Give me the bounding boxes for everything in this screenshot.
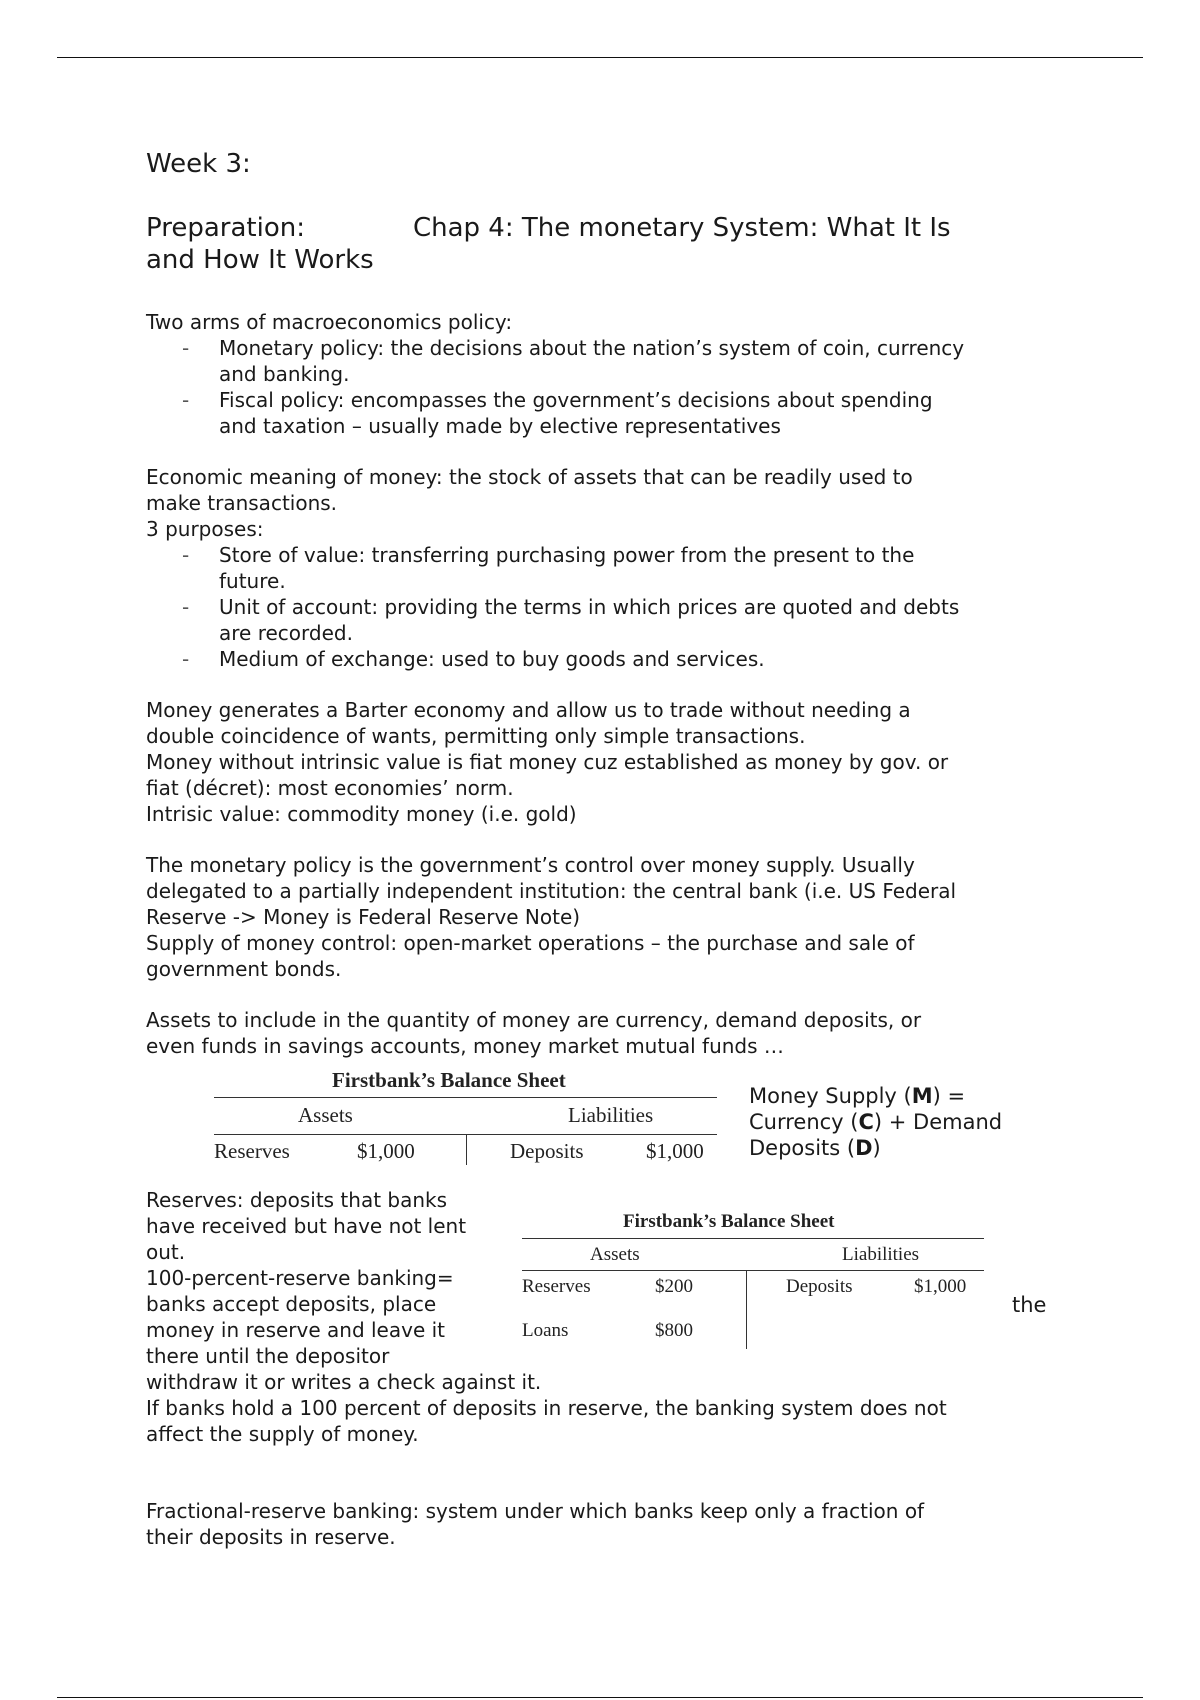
paragraph-line: If banks hold a 100 percent of deposits in reserve, the banking system does not [146,1396,947,1420]
list-item-text: and taxation – usually made by elective representatives [219,414,781,438]
assets-header: Assets [298,1103,353,1127]
paragraph-line: withdraw it or writes a check against it. [146,1370,542,1394]
list-item-text: - Store of value: transferring purchasing power from the present to the [219,543,915,567]
formula-text: Deposits ( [749,1136,856,1160]
loans-value: $800 [655,1320,693,1341]
paragraph-line: fiat (décret): most economies’ norm. [146,776,514,800]
list-item [146,335,1046,387]
liabilities-header: Liabilities [842,1244,920,1265]
list-item-text: - Fiscal policy: encompasses the government’s decisions about spending [219,388,933,412]
paragraph-line: Economic meaning of money: the stock of assets that can be readily used to [146,465,913,489]
list-item [146,646,1046,672]
paragraph-line: out. [146,1240,186,1264]
paragraph-line: banks accept deposits, place [146,1292,437,1316]
assets-paragraph [146,1007,1046,1059]
balance-sheet-divider [466,1135,467,1165]
chapter-title-cont: and How It Works [146,245,374,275]
deposits-value: $1,000 [914,1276,967,1297]
arms-intro: Two arms of macroeconomics policy: [146,310,513,334]
list-item-text: - Medium of exchange: used to buy goods and services. [219,647,765,671]
balance-sheet-1 [214,1065,718,1165]
balance-sheet-rule [214,1097,717,1098]
paragraph-line: money in reserve and leave it [146,1318,446,1342]
week-title: Week 3: [146,149,251,179]
paragraph-line: Intrisic value: commodity money (i.e. gold) [146,802,577,826]
money-supply-formula [749,1083,1002,1161]
preparation-label: Preparation: [146,213,305,243]
list-item-text: - Monetary policy: the decisions about the nation’s system of coin, currency [219,336,965,360]
liabilities-header: Liabilities [568,1103,654,1127]
money-meaning-section [146,464,1046,672]
paragraph-line: Reserves: deposits that banks [146,1188,448,1212]
fractional-paragraph [146,1498,1046,1550]
balance-sheet-2 [522,1208,986,1348]
reserves-label: Reserves [522,1276,591,1297]
formula-text: Currency ( [749,1110,859,1134]
deposits-label: Deposits [510,1139,584,1163]
formula-line [749,1109,1002,1135]
paragraph-line: government bonds. [146,957,342,981]
barter-paragraph [146,697,1046,827]
formula-symbol: D [855,1136,873,1160]
arms-section [146,309,1046,439]
formula-text: ) [872,1136,881,1160]
formula-text: ) = [932,1084,966,1108]
paragraph-line: make transactions. [146,491,338,515]
formula-line [749,1083,1002,1109]
balance-sheet-rule [522,1238,984,1239]
paragraph-line: their deposits in reserve. [146,1525,396,1549]
list-item [146,594,1046,646]
reserves-label: Reserves [214,1139,290,1163]
paragraph-line: double coincidence of wants, permitting only simple transactions. [146,724,806,748]
formula-symbol: M [911,1084,933,1108]
paragraph-line: have received but have not lent [146,1214,467,1238]
chapter-title: Chap 4: The monetary System: What It Is [412,213,951,243]
loans-label: Loans [522,1320,569,1341]
deposits-value: $1,000 [646,1139,704,1163]
paragraph-line: 100-percent-reserve banking= [146,1266,454,1290]
balance-sheet-title: Firstbank’s Balance Sheet [332,1068,566,1092]
list-item-text: and banking. [219,362,350,386]
formula-text: ) + Demand [873,1110,1003,1134]
reserves-value: $200 [655,1276,693,1297]
paragraph-line: Reserve -> Money is Federal Reserve Note) [146,905,581,929]
balance-sheet-divider [746,1271,747,1349]
reserves-value: $1,000 [357,1139,415,1163]
preparation-heading [146,212,1046,276]
paragraph-line: Fractional-reserve banking: system under which banks keep only a fraction of [146,1499,925,1523]
paragraph-line: even funds in savings accounts, money market mutual funds … [146,1034,784,1058]
paragraph-line: Money without intrinsic value is fiat money cuz established as money by gov. or [146,750,949,774]
paragraph-line: The monetary policy is the government’s control over money supply. Usually [146,853,915,877]
paragraph-line: Supply of money control: open-market operations – the purchase and sale of [146,931,915,955]
list-item-text: future. [219,569,286,593]
balance-sheet-title: Firstbank’s Balance Sheet [623,1211,835,1232]
list-item-text: - Unit of account: providing the terms in which prices are quoted and debts [219,595,960,619]
list-item [146,387,1046,439]
arms-list [146,335,1046,439]
assets-header: Assets [590,1244,640,1265]
bottom-rule [57,1697,1143,1698]
formula-symbol: C [858,1110,874,1134]
paragraph-line: 3 purposes: [146,517,264,541]
top-rule [57,57,1143,58]
list-item [146,542,1046,594]
balance-sheet-rule [522,1270,984,1271]
paragraph-line: Money generates a Barter economy and allow us to trade without needing a [146,698,911,722]
formula-text: Money Supply ( [749,1084,912,1108]
paragraph-line: affect the supply of money. [146,1422,419,1446]
paragraph-line: there until the depositor [146,1344,390,1368]
paragraph-line: delegated to a partially independent institution: the central bank (i.e. US Federal [146,879,957,903]
policy-paragraph [146,852,1046,982]
stray-word: the [1012,1293,1047,1317]
list-item-text: are recorded. [219,621,353,645]
formula-line [749,1135,1002,1161]
paragraph-line: Assets to include in the quantity of money are currency, demand deposits, or [146,1008,922,1032]
purposes-list [146,542,1046,672]
deposits-label: Deposits [786,1276,853,1297]
